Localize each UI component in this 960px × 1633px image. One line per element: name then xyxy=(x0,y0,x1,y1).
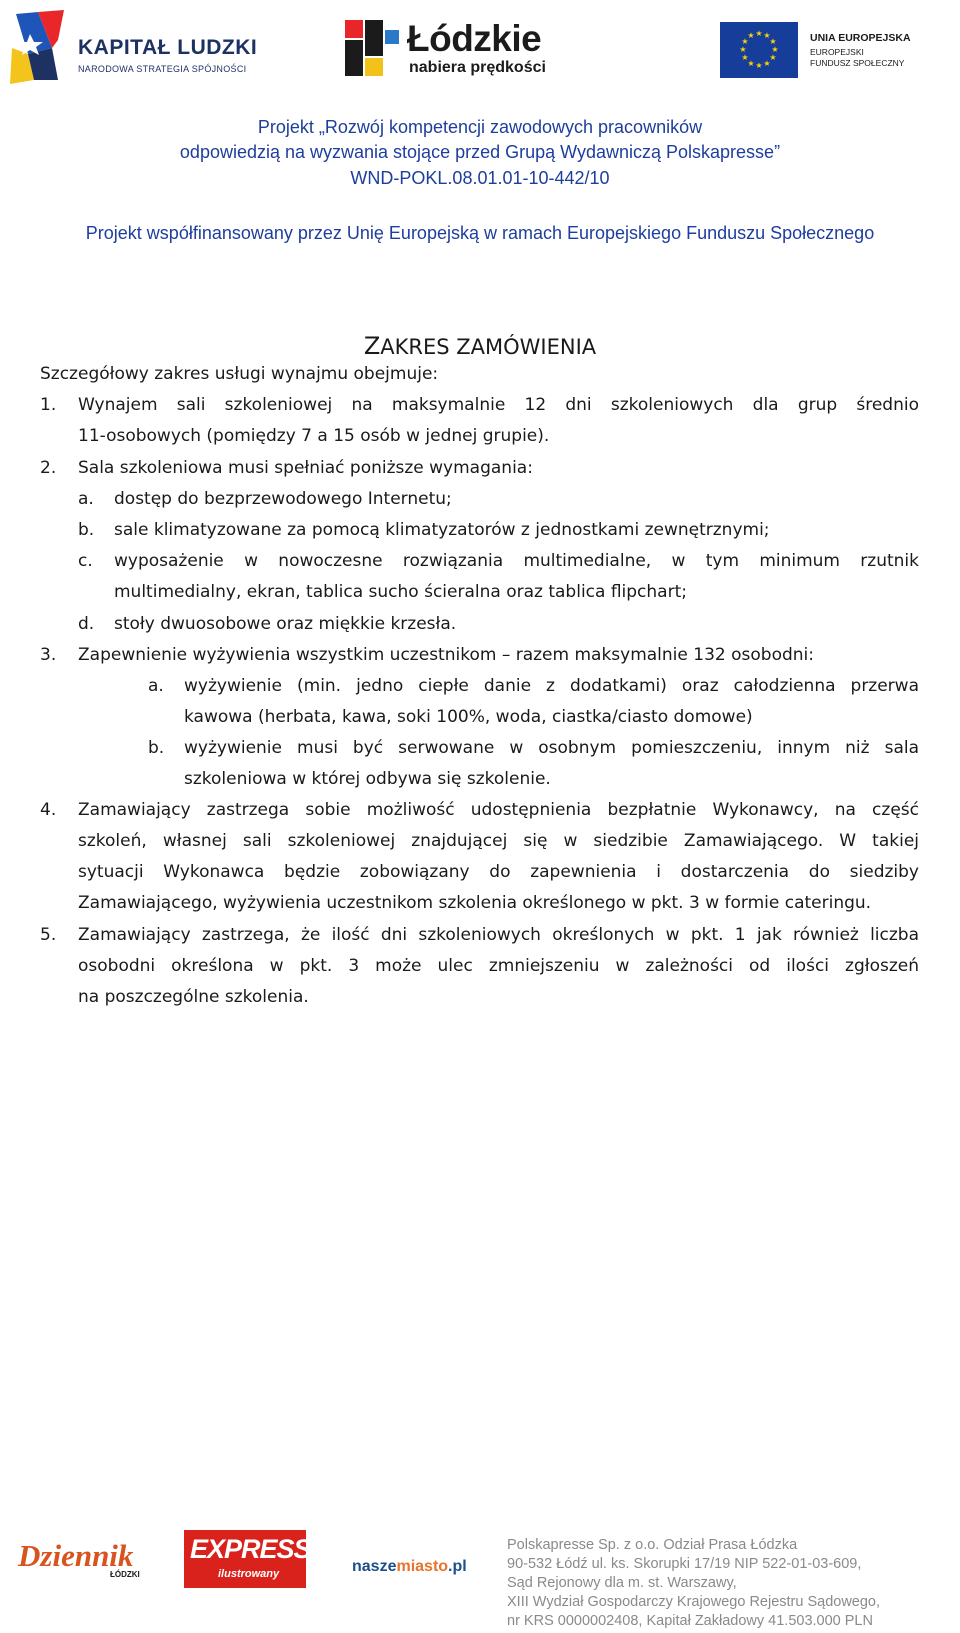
svg-text:★: ★ xyxy=(747,31,755,40)
imprint-line1: Polskapresse Sp. z o.o. Odział Prasa Łódzka xyxy=(507,1537,798,1553)
item-3b-letter: b. xyxy=(148,738,165,758)
intro-text: Szczegółowy zakres usługi wynajmu obejmuje: xyxy=(40,364,439,384)
item-2c-line1: wyposażenie w nowoczesne rozwiązania multimedialne, w tym minimum rzutnik xyxy=(114,551,919,571)
document-heading xyxy=(0,332,960,360)
eu-stars-icon xyxy=(720,22,798,78)
project-title-line2: odpowiedzią na wyzwania stojące przed Grupą Wydawniczą Polskapresse” xyxy=(179,142,781,162)
item-3b-line2: szkoleniowa w której odbywa się szkolenie. xyxy=(184,769,551,789)
item-2-text: Sala szkoleniowa musi spełniać poniższe wymagania: xyxy=(78,458,533,478)
svg-text:★: ★ xyxy=(747,59,755,68)
imprint-line5: nr KRS 0000002408, Kapitał Zakładowy 41.503.000 PLN xyxy=(507,1613,873,1629)
heading-initial: Z xyxy=(363,332,381,360)
eu-logo xyxy=(720,22,950,82)
svg-text:★: ★ xyxy=(763,59,771,68)
imprint-line2: 90-532 Łódź ul. ks. Skorupki 17/19 NIP 522-01-03-609, xyxy=(507,1556,862,1572)
svg-text:★: ★ xyxy=(741,37,749,46)
eu-subtitle-line1: EUROPEJSKI xyxy=(810,47,864,57)
eu-subtitle-line2: FUNDUSZ SPOŁECZNY xyxy=(810,58,905,68)
eu-flag-icon xyxy=(720,22,798,78)
item-3a-line1: wyżywienie (min. jedno ciepłe danie z dodatkami) oraz całodzienna przerwa xyxy=(184,676,919,696)
eu-subtitle xyxy=(810,47,904,69)
dziennik-subtitle: ŁÓDZKI xyxy=(110,1570,140,1579)
item-4-line2: szkoleń, własnej sali szkoleniowej znajdującej się w siedzibie Zamawiającego. W takiej xyxy=(78,831,919,851)
naszemiasto-suffix: .pl xyxy=(448,1558,467,1575)
svg-text:★: ★ xyxy=(763,31,771,40)
item-1-line2: 11-osobowych (pomiędzy 7 a 15 osób w jednej grupie). xyxy=(78,426,550,446)
imprint-line3: Sąd Rejonowy dla m. st. Warszawy, xyxy=(507,1575,737,1591)
item-3-number: 3. xyxy=(40,645,57,665)
svg-text:★: ★ xyxy=(755,61,763,70)
cofinancing-note: Projekt współfinansowany przez Unię Europejską w ramach Europejskiego Funduszu Społecznego xyxy=(85,223,875,243)
item-3a-line2: kawowa (herbata, kawa, soki 100%, woda, ciastka/ciasto domowe) xyxy=(184,707,753,727)
item-2b-letter: b. xyxy=(78,520,95,540)
kapital-ludzki-subtitle: NARODOWA STRATEGIA SPÓJNOŚCI xyxy=(78,64,247,74)
kapital-ludzki-emblem xyxy=(8,8,68,86)
svg-text:★: ★ xyxy=(769,37,777,46)
eu-title: UNIA EUROPEJSKA xyxy=(810,32,911,44)
item-4-line3: sytuacji Wykonawca będzie zobowiązany do zapewnienia i dostarczenia do siedziby xyxy=(78,862,919,882)
item-3a-letter: a. xyxy=(148,676,164,696)
item-3b-line1: wyżywienie musi być serwowane w osobnym pomieszczeniu, innym niż sala xyxy=(184,738,919,758)
heading-rest: AKRES ZAMÓWIENIA xyxy=(380,335,597,359)
item-5-number: 5. xyxy=(40,925,57,945)
project-code: WND-POKL.08.01.01-10-442/10 xyxy=(350,168,610,188)
dziennik-lodzki-logo xyxy=(18,1538,158,1586)
lodzkie-subtitle: nabiera prędkości xyxy=(409,59,546,76)
svg-text:★: ★ xyxy=(769,53,777,62)
project-title-line1: Projekt „Rozwój kompetencji zawodowych pracowników xyxy=(257,117,703,137)
item-2c-line2: multimedialny, ekran, tablica sucho ścieralna oraz tablica flipchart; xyxy=(114,582,687,602)
lodzkie-logo xyxy=(345,16,575,82)
header-logos xyxy=(0,0,960,100)
kapital-ludzki-logo xyxy=(8,8,268,88)
item-4-line4: Zamawiającego, wyżywienia uczestnikom szkolenia określonego w pkt. 3 w formie cateringu. xyxy=(78,893,872,913)
naszemiasto-part1: nasze xyxy=(352,1558,397,1575)
item-3-text: Zapewnienie wyżywienia wszystkim uczestnikom – razem maksymalnie 132 osobodni: xyxy=(78,645,814,665)
express-title: EXPRESS xyxy=(190,1534,311,1564)
naszemiasto-part2: miasto xyxy=(396,1558,449,1575)
express-ilustrowany-logo xyxy=(184,1530,311,1588)
item-4-number: 4. xyxy=(40,800,57,820)
naszemiasto-logo xyxy=(352,1558,467,1576)
item-5-line3: na poszczególne szkolenia. xyxy=(78,987,309,1007)
item-5-line2: osobodni określona w pkt. 3 może ulec zmniejszeniu w zależności od ilości zgłoszeń xyxy=(78,956,919,976)
item-1-number: 1. xyxy=(40,395,57,415)
lodzkie-title: Łódzkie xyxy=(407,18,542,59)
item-5-line1: Zamawiający zastrzega, że ilość dni szkoleniowych określonych w pkt. 1 jak również liczba xyxy=(78,925,919,945)
item-2b-text: sale klimatyzowane za pomocą klimatyzatorów z jednostkami zewnętrznymi; xyxy=(114,520,770,540)
svg-text:★: ★ xyxy=(755,29,763,38)
svg-text:★: ★ xyxy=(771,45,779,54)
item-2d-text: stoły dwuosobowe oraz miękkie krzesła. xyxy=(114,614,457,634)
item-2a-letter: a. xyxy=(78,489,94,509)
lodzkie-emblem xyxy=(345,20,401,80)
item-2-number: 2. xyxy=(40,458,57,478)
item-2c-letter: c. xyxy=(78,551,93,571)
dziennik-title: Dziennik xyxy=(18,1538,134,1573)
imprint-line4: XIII Wydział Gospodarczy Krajowego Rejestru Sądowego, xyxy=(507,1594,881,1610)
item-4-line1: Zamawiający zastrzega sobie możliwość udostępnienia bezpłatnie Wykonawcy, na część xyxy=(78,800,919,820)
item-2a-text: dostęp do bezprzewodowego Internetu; xyxy=(114,489,452,509)
kapital-ludzki-title: KAPITAŁ LUDZKI xyxy=(78,36,258,59)
svg-text:★: ★ xyxy=(739,45,747,54)
footer-logos xyxy=(0,1530,500,1590)
svg-text:★: ★ xyxy=(741,53,749,62)
item-2d-letter: d. xyxy=(78,614,95,634)
item-1-line1: Wynajem sali szkoleniowej na maksymalnie 12 dni szkoleniowych dla grup średnio xyxy=(78,395,919,415)
express-subtitle: ilustrowany xyxy=(218,1568,280,1580)
